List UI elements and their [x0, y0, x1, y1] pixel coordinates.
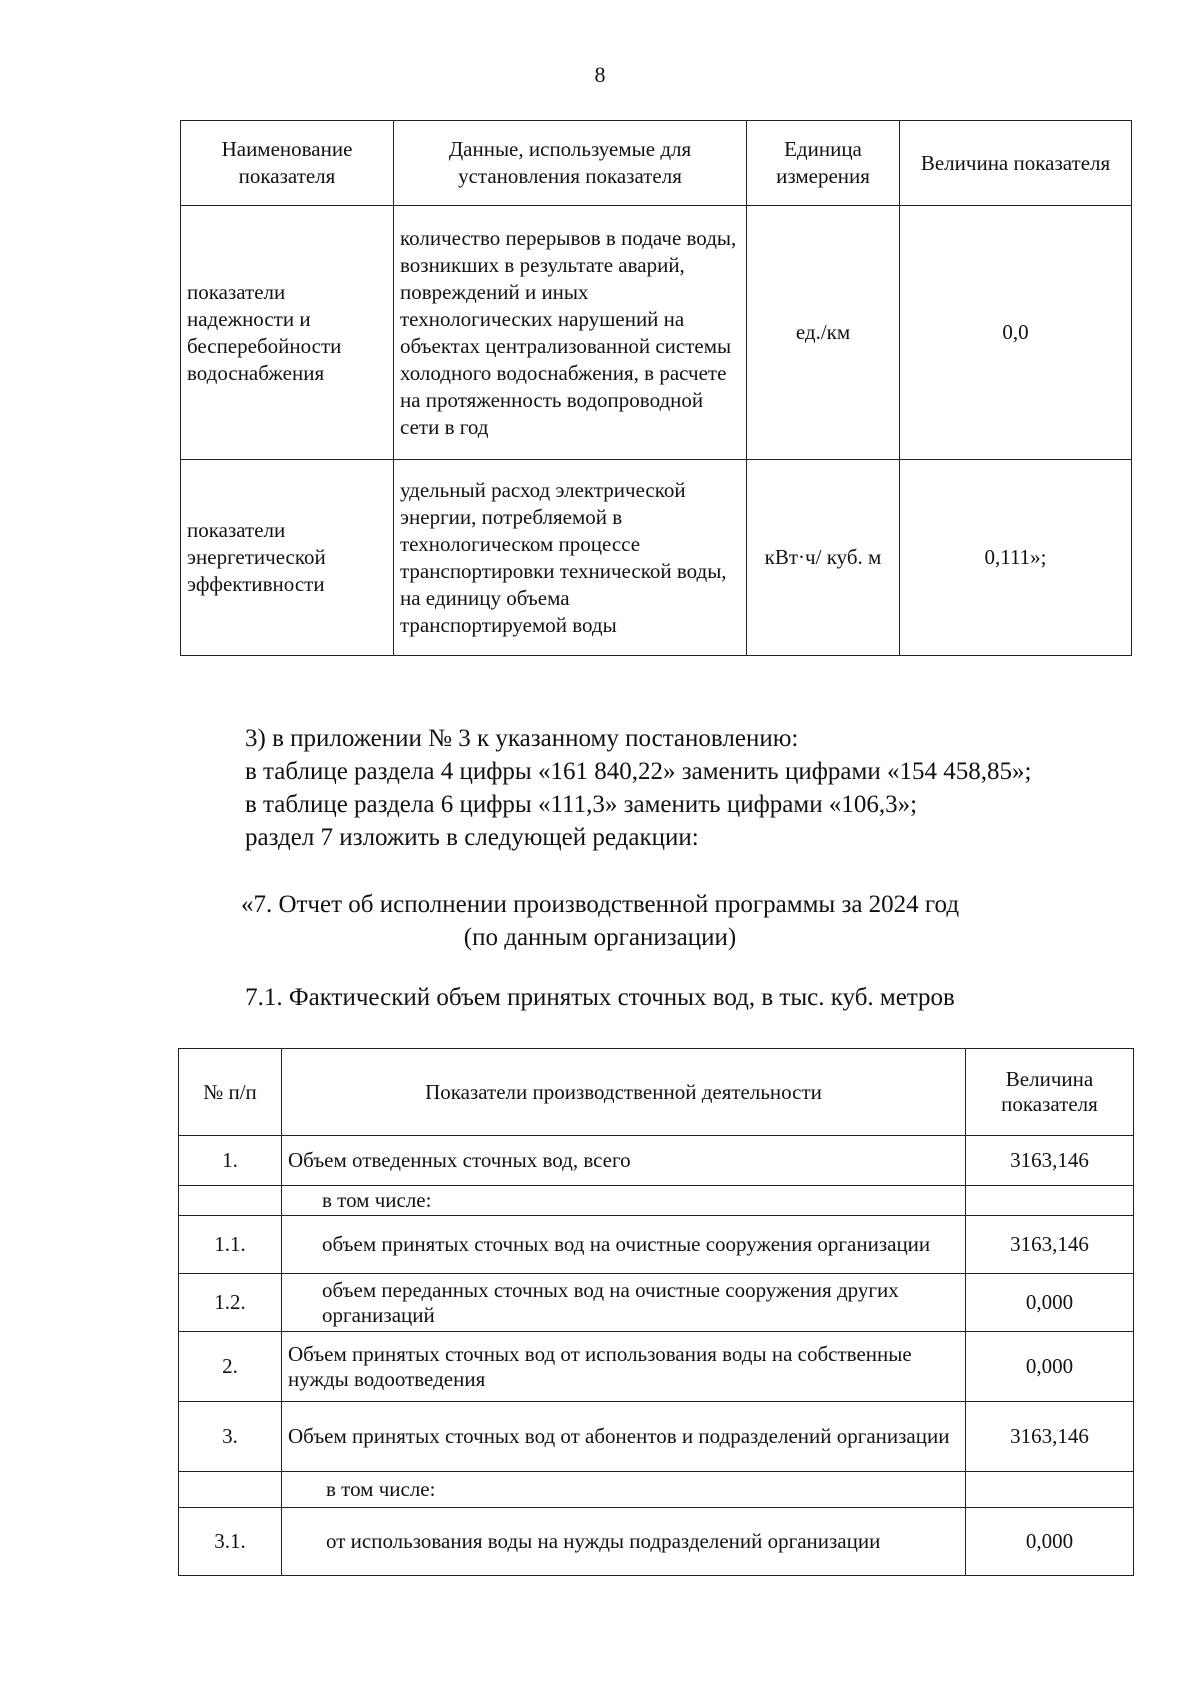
row-number: 2.: [179, 1332, 282, 1402]
subsection-heading: 7.1. Фактический объем принятых сточных вод, в тыс. куб. метров: [245, 984, 955, 1011]
table-row: [181, 460, 1132, 656]
paragraph-appendix: 3) в приложении № 3 к указанному постановлению:: [245, 725, 799, 752]
row-label: Объем отведенных сточных вод, всего: [282, 1136, 966, 1186]
row-value: 3163,146: [966, 1216, 1134, 1274]
table-row: [179, 1332, 1134, 1402]
page-number: 8: [594, 62, 606, 87]
table-row: [179, 1216, 1134, 1274]
table-row: [179, 1402, 1134, 1472]
row-number: 1.1.: [179, 1216, 282, 1274]
row-value: 3163,146: [966, 1136, 1134, 1186]
table-row: [179, 1274, 1134, 1332]
header-indicator-name: Наименование показателя: [181, 121, 394, 206]
header-value: Величина показателя: [966, 1049, 1134, 1136]
wastewater-table: [178, 1048, 1134, 1576]
table-row: [179, 1508, 1134, 1576]
table-row: [181, 206, 1132, 460]
paragraph-section6: в таблице раздела 6 цифры «111,3» заменить цифрами «106,3»;: [245, 791, 918, 818]
row-label: в том числе:: [282, 1186, 966, 1216]
row-number: 3.1.: [179, 1508, 282, 1576]
header-row-number: № п/п: [179, 1049, 282, 1136]
indicator-source-data: количество перерывов в подаче воды, возникших в результате аварий, повреждений и иных технологических нарушений на объектах централизованной системы холодного водоснабжения, в расчете на протяженность водопроводной сети в год: [394, 206, 747, 460]
paragraph-section7: раздел 7 изложить в следующей редакции:: [245, 824, 699, 851]
row-label: Объем принятых сточных вод от использования воды на собственные нужды водоотведения: [282, 1332, 966, 1402]
row-number: [179, 1186, 282, 1216]
row-value: 0,000: [966, 1332, 1134, 1402]
table-row: [179, 1136, 1134, 1186]
row-value: 3163,146: [966, 1402, 1134, 1472]
header-source-data: Данные, используемые для установления показателя: [394, 121, 747, 206]
indicator-unit: ед./км: [747, 206, 900, 460]
row-number: 1.2.: [179, 1274, 282, 1332]
indicator-source-data: удельный расход электрической энергии, потребляемой в технологическом процессе транспортировки технической воды, на единицу объема транспортируемой воды: [394, 460, 747, 656]
section-heading-line1: «7. Отчет об исполнении производственной программы за 2024 год: [240, 891, 960, 918]
indicators-table-header: [181, 121, 1132, 206]
indicator-value: 0,0: [900, 206, 1132, 460]
row-value: 0,000: [966, 1508, 1134, 1576]
row-label: объем переданных сточных вод на очистные сооружения других организаций: [282, 1274, 966, 1332]
indicator-unit: кВт·ч/ куб. м: [747, 460, 900, 656]
row-number: 1.: [179, 1136, 282, 1186]
table-row: [179, 1186, 1134, 1216]
row-value: 0,000: [966, 1274, 1134, 1332]
header-unit: Единица измерения: [747, 121, 900, 206]
row-value: [966, 1472, 1134, 1508]
row-number: 3.: [179, 1402, 282, 1472]
indicator-value: 0,111»;: [900, 460, 1132, 656]
row-label: от использования воды на нужды подразделений организации: [282, 1508, 966, 1576]
section-heading-line2: (по данным организации): [463, 924, 737, 951]
wastewater-table-header: [179, 1049, 1134, 1136]
indicator-name: показатели надежности и бесперебойности водоснабжения: [181, 206, 394, 460]
row-label: объем принятых сточных вод на очистные сооружения организации: [282, 1216, 966, 1274]
header-value: Величина показателя: [900, 121, 1132, 206]
indicator-name: показатели энергетической эффективности: [181, 460, 394, 656]
paragraph-section4: в таблице раздела 4 цифры «161 840,22» заменить цифрами «154 458,85»;: [245, 758, 1032, 785]
row-number: [179, 1472, 282, 1508]
header-indicator: Показатели производственной деятельности: [282, 1049, 966, 1136]
table-row: [179, 1472, 1134, 1508]
row-value: [966, 1186, 1134, 1216]
row-label: Объем принятых сточных вод от абонентов и подразделений организации: [282, 1402, 966, 1472]
indicators-table: [180, 120, 1132, 656]
row-label: в том числе:: [282, 1472, 966, 1508]
